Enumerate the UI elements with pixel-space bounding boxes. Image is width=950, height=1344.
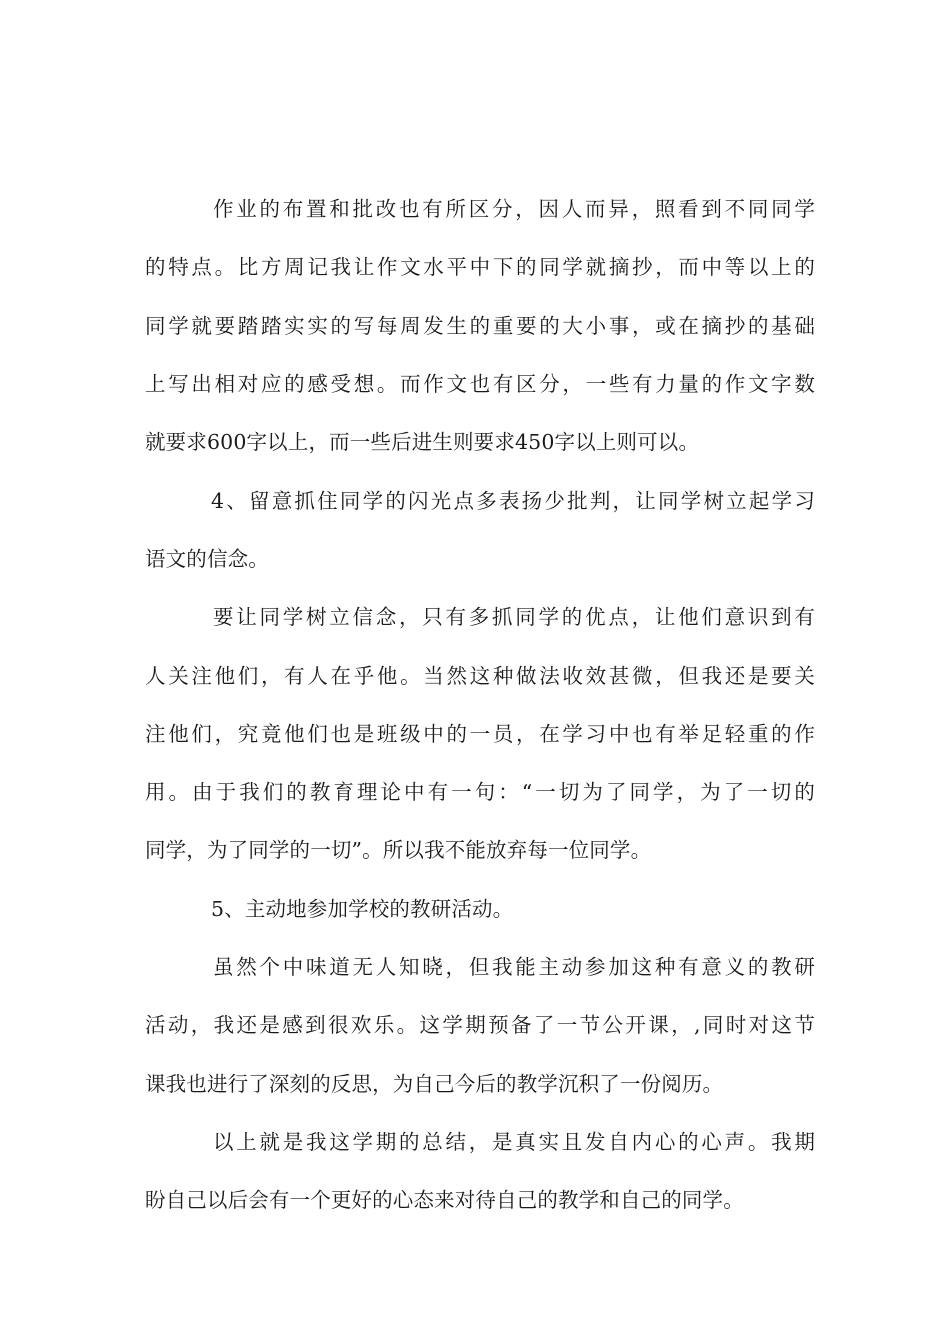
paragraph-6-line-1: 以上就是我这学期的总结，是真实且发自内心的心声。我期 <box>213 1130 815 1154</box>
paragraph-4-line-1: 5、主动地参加学校的教研活动。 <box>211 897 514 921</box>
paragraph-3-line-5: 同学，为了同学的一切”。所以我不能放弃每一位同学。 <box>145 838 652 862</box>
paragraph-5-line-1: 虽然个中味道无人知晓，但我能主动参加这种有意义的教研 <box>213 955 815 979</box>
paragraph-3-line-4: 用。由于我们的教育理论中有一句：“一切为了同学，为了一切的 <box>145 780 815 804</box>
paragraph-1-line-1: 作业的布置和批改也有所区分，因人而异，照看到不同同学 <box>213 197 815 221</box>
paragraph-2-line-1: 4、留意抓住同学的闪光点多表扬少批判，让同学树立起学习 <box>211 489 815 513</box>
paragraph-1-line-5: 就要求600字以上，而一些后进生则要求450字以上则可以。 <box>145 430 700 454</box>
paragraph-1-line-2: 的特点。比方周记我让作文水平中下的同学就摘抄，而中等以上的 <box>145 255 815 279</box>
paragraph-5-line-2: 活动，我还是感到很欢乐。这学期预备了一节公开课，,同时对这节 <box>145 1013 815 1037</box>
paragraph-6-line-2: 盼自己以后会有一个更好的心态来对待自己的教学和自己的同学。 <box>145 1188 744 1212</box>
paragraph-3-line-1: 要让同学树立信念，只有多抓同学的优点，让他们意识到有 <box>213 605 815 629</box>
paragraph-2-line-2: 语文的信念。 <box>145 547 269 571</box>
paragraph-3-line-3: 注他们，究竟他们也是班级中的一员，在学习中也有举足轻重的作 <box>145 722 815 746</box>
paragraph-1-line-3: 同学就要踏踏实实的写每周发生的重要的大小事，或在摘抄的基础 <box>145 314 815 338</box>
paragraph-5-line-3: 课我也进行了深刻的反思，为自己今后的教学沉积了一份阅历。 <box>145 1072 724 1096</box>
paragraph-1-line-4: 上写出相对应的感受想。而作文也有区分，一些有力量的作文字数 <box>145 372 815 396</box>
paragraph-3-line-2: 人关注他们，有人在乎他。当然这种做法收效甚微，但我还是要关 <box>145 664 815 688</box>
